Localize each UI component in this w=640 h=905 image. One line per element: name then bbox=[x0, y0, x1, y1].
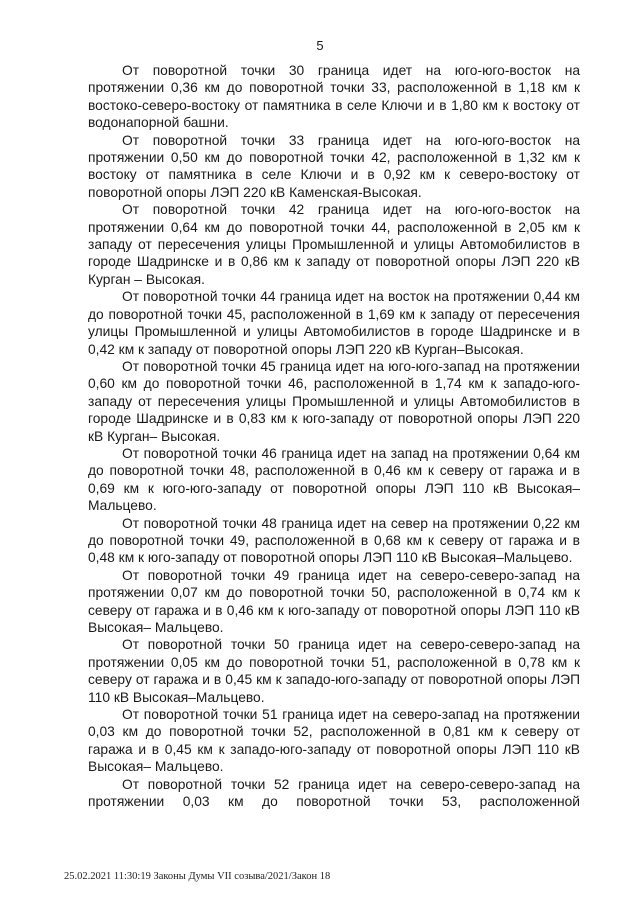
paragraph: От поворотной точки 48 граница идет на север на протяжении 0,22 км до поворотной точки 49, расположенной в 0,68 км к северу от гаража и в 0,48 км к юго-западу от поворотной опоры ЛЭП 110 кВ Высокая–Мальцево. bbox=[88, 515, 580, 566]
paragraph: От поворотной точки 44 граница идет на восток на протяжении 0,44 км до поворотной точки 45, расположенной в 1,69 км к западу от пересечения улицы Промышленной и улицы Автомобилистов в городе Шадринске и в 0,42 км к западу от поворотной опоры ЛЭП 220 кВ Курган–Высокая. bbox=[88, 289, 580, 357]
paragraph-continued: От поворотной точки 52 граница идет на северо-северо-запад на протяжении 0,03 км до поворотной точки 53, расположенной bbox=[88, 776, 580, 810]
paragraph: От поворотной точки 50 граница идет на северо-северо-запад на протяжении 0,05 км до поворотной точки 51, расположенной в 0,78 км к северу от гаража и в 0,45 км к западо-юго-западу от поворотной опоры ЛЭП 110 кВ Высокая–Мальцево. bbox=[88, 637, 580, 705]
paragraph: От поворотной точки 46 граница идет на запад на протяжении 0,64 км до поворотной точки 48, расположенной в 0,46 км к северу от гаража и в 0,69 км к юго-юго-западу от поворотной опоры ЛЭП 110 кВ Высокая–Мальцево. bbox=[88, 445, 580, 514]
paragraph: От поворотной точки 30 граница идет на юго-юго-восток на протяжении 0,36 км до поворотной точки 33, расположенной в 1,18 км к востоко-северо-востоку от памятника в селе Ключи и в 1,80 км к востоку от водонапорной башни. bbox=[88, 63, 580, 131]
footer-stamp: 25.02.2021 11:30:19 Законы Думы VII созыва/2021/Закон 18 bbox=[64, 871, 331, 882]
paragraph: От поворотной точки 49 граница идет на северо-северо-запад на протяжении 0,07 км до поворотной точки 50, расположенной в 0,74 км к северу от гаража и в 0,46 км к юго-западу от поворотной опоры ЛЭП 110 кВ Высокая– Мальцево. bbox=[88, 567, 580, 635]
body-text bbox=[88, 62, 580, 810]
paragraph: От поворотной точки 33 граница идет на юго-юго-восток на протяжении 0,50 км до поворотной точки 42, расположенной в 1,32 км к востоку от памятника в селе Ключи и в 0,92 км к северо-востоку от поворотной опоры ЛЭП 220 кВ Каменская-Высокая. bbox=[88, 132, 580, 200]
paragraph: От поворотной точки 45 граница идет на юго-юго-запад на протяжении 0,60 км до поворотной точки 46, расположенной в 1,74 км к западо-юго-западу от пересечения улицы Промышленной и улицы Автомобилистов в городе Шадринске и в 0,83 км к юго-западу от поворотной опоры ЛЭП 220 кВ Курган– Высокая. bbox=[88, 358, 580, 444]
paragraph: От поворотной точки 42 граница идет на юго-юго-восток на протяжении 0,64 км до поворотной точки 44, расположенной в 2,05 км к западу от пересечения улицы Промышленной и улицы Автомобилистов в городе Шадринске и в 0,86 км к западу от поворотной опоры ЛЭП 220 кВ Курган – Высокая. bbox=[88, 202, 580, 287]
page-number: 5 bbox=[316, 38, 324, 53]
paragraph: От поворотной точки 51 граница идет на северо-запад на протяжении 0,03 км до поворотной точки 52, расположенной в 0,81 км к северу от гаража и в 0,45 км к западо-юго-западу от поворотной опоры ЛЭП 110 кВ Высокая– Мальцево. bbox=[88, 707, 580, 775]
